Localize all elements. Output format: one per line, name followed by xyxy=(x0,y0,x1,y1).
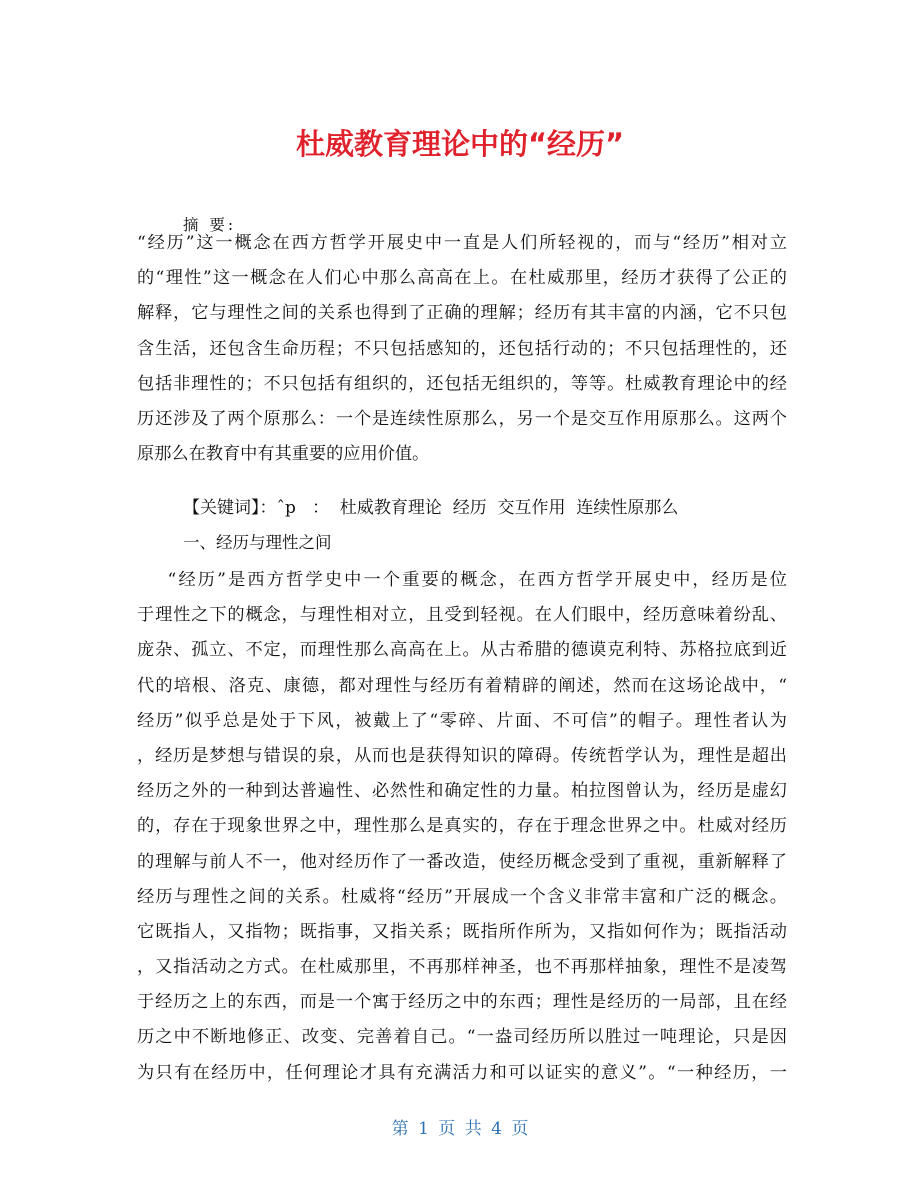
keywords-line: 【关键词】：ˆp ： 杜威教育理论 经历 交互作用 连续性原那么 xyxy=(183,498,679,518)
section-line: ，经历是梦想与错误的泉，从而也是获得知识的障碍。传统哲学认为，理性是超出 xyxy=(137,745,787,766)
abstract-line: “经历”这一概念在西方哲学开展史中一直是人们所轻视的，而与“经历”相对立 xyxy=(137,233,787,253)
section-line: 经历”似乎总是处于下风，被戴上了“零碎、片面、不可信”的帽子。理性者认为 xyxy=(137,710,787,731)
page-footer: 第 1 页 共 4 页 xyxy=(391,1119,529,1139)
section-line: 为只有在经历中，任何理论才具有充满活力和可以证实的意义”。“一种经历，一 xyxy=(137,1062,787,1083)
section-heading: 一、经历与理性之间 xyxy=(183,533,332,552)
section-line: ，又指活动之方式。在杜威那里，不再那样神圣，也不再那样抽象，理性不是凌驾 xyxy=(137,957,787,978)
abstract-line: 的“理性”这一概念在人们心中那么高高在上。在杜威那里，经历才获得了公正的 xyxy=(137,268,787,289)
section-line: 的，存在于现象世界之中，理性那么是真实的，存在于理念世界之中。杜威对经历 xyxy=(137,816,787,837)
abstract-line: 原那么在教育中有其重要的应用价值。 xyxy=(137,444,430,465)
abstract-line: 解释，它与理性之间的关系也得到了正确的理解；经历有其丰富的内涵，它不只包 xyxy=(137,303,787,324)
section-line: “经历”是西方哲学史中一个重要的概念，在西方哲学开展史中，经历是位 xyxy=(137,570,787,590)
section-paragraph xyxy=(137,563,787,1091)
section-line: 它既指人，又指物；既指事，又指关系；既指所作所为，又指如何作为；既指活动 xyxy=(137,921,787,942)
section-line: 于理性之下的概念，与理性相对立，且受到轻视。在人们眼中，经历意味着纷乱、 xyxy=(137,605,787,626)
section-line: 经历与理性之间的关系。杜威将“经历”开展成一个含义非常丰富和广泛的概念。 xyxy=(137,886,787,907)
section-line: 经历之外的一种到达普遍性、必然性和确定性的力量。柏拉图曾认为，经历是虚幻 xyxy=(137,781,787,802)
abstract-paragraph xyxy=(137,226,787,472)
section-line: 的理解与前人不一，他对经历作了一番改造，使经历概念受到了重视，重新解释了 xyxy=(137,851,787,872)
document-title: 杜威教育理论中的“经历” xyxy=(295,127,625,161)
section-line: 代的培根、洛克、康德，都对理性与经历有着精辟的阐述，然而在这场论战中，“ xyxy=(137,675,787,696)
abstract-label: 摘 要: xyxy=(183,216,237,234)
abstract-line: 含生活，还包含生命历程；不只包括感知的，还包括行动的；不只包括理性的，还 xyxy=(137,338,787,359)
section-line: 历之中不断地修正、改变、完善着自己。“一盎司经历所以胜过一吨理论，只是因 xyxy=(137,1027,787,1048)
section-line: 于经历之上的东西，而是一个寓于经历之中的东西；理性是经历的一局部，且在经 xyxy=(137,992,787,1013)
abstract-line: 历还涉及了两个原那么：一个是连续性原那么，另一个是交互作用原那么。这两个 xyxy=(137,408,787,429)
section-line: 庞杂、孤立、不定，而理性那么高高在上。从古希腊的德谟克利特、苏格拉底到近 xyxy=(137,640,787,661)
abstract-line: 包括非理性的；不只包括有组织的，还包括无组织的，等等。杜威教育理论中的经 xyxy=(137,373,787,394)
